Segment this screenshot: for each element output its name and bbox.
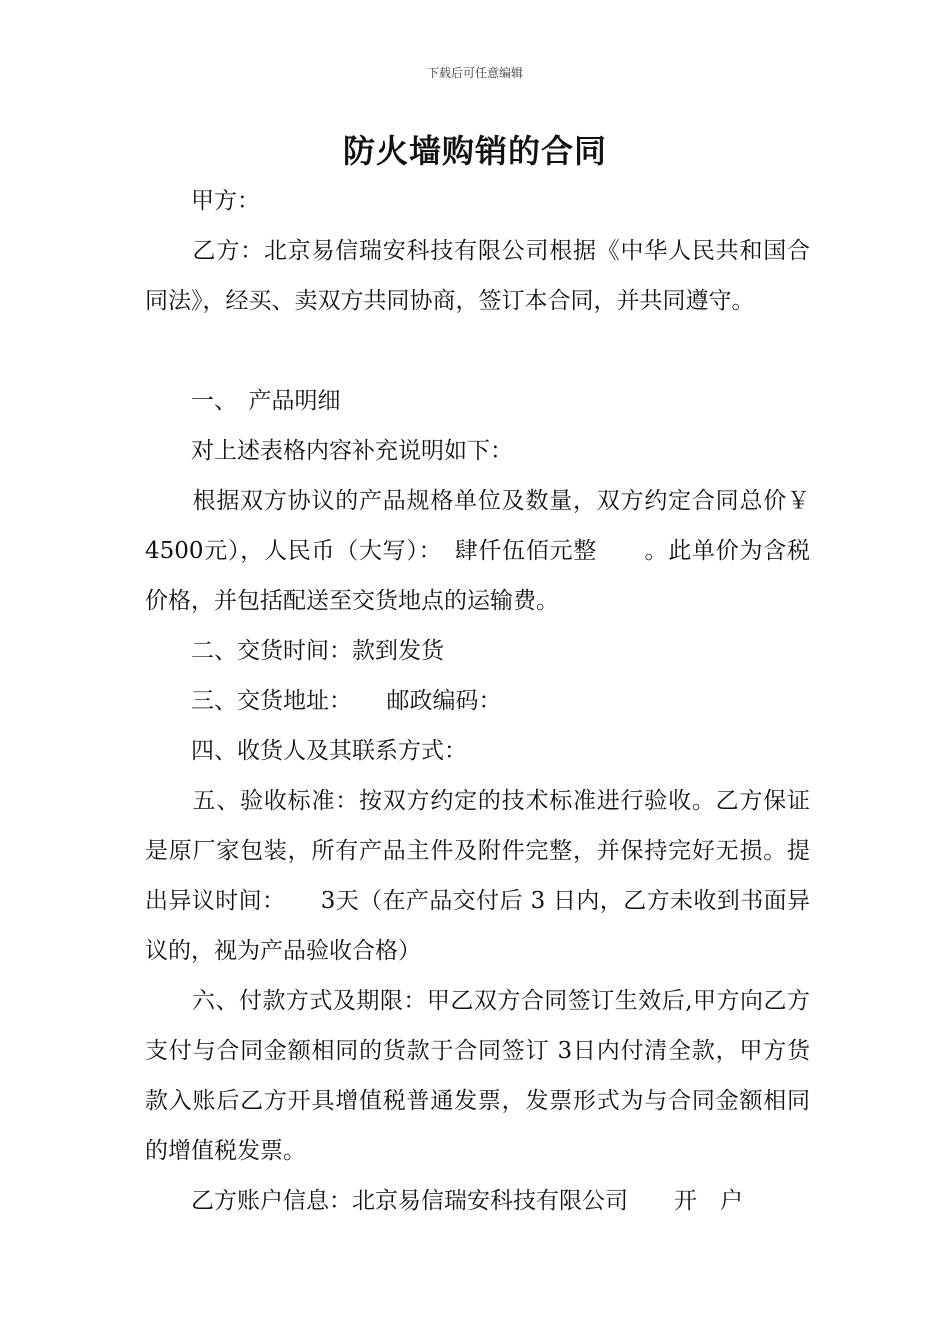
document-title: 防火墙购销的合同	[342, 132, 607, 170]
party-a: 甲方：	[145, 188, 260, 214]
party-b-account-info: 乙方账户信息：北京易信瑞安科技有限公司 开 户	[145, 1188, 743, 1214]
party-b-preamble: 乙方：北京易信瑞安科技有限公司根据《中华人民共和国合同法》，经买、卖双方共同协商，签订本合同，并共同遵守。	[145, 238, 810, 314]
section-4-consignee: 四、收货人及其联系方式：	[145, 738, 467, 764]
price-clause: 根据双方协议的产品规格单位及数量，双方约定合同总价￥ 4500元），人民币（大写）： 肆仟伍佰元整 。此单价为含税价格，并包括配送至交货地点的运输费。	[145, 488, 810, 614]
table-supplement-note: 对上述表格内容补充说明如下：	[145, 438, 513, 464]
section-5-acceptance: 五、验收标准：按双方约定的技术标准进行验收。乙方保证是原厂家包装，所有产品主件及附件完整，并保持完好无损。提出异议时间： 3天（在产品交付后 3 日内，乙方未收到书面异议的，视为产品验收合格）	[145, 788, 810, 964]
page-header: 下载后可任意编辑	[426, 66, 523, 80]
section-1-product-details: 一、 产品明细	[145, 388, 341, 414]
section-3-delivery-address: 三、交货地址： 邮政编码：	[145, 688, 502, 714]
section-6-payment: 六、付款方式及期限：甲乙双方合同签订生效后,甲方向乙方支付与合同金额相同的货款于合同签订 3日内付清全款，甲方货款入账后乙方开具增值税普通发票，发票形式为与合同金额相同的增值税发票。	[145, 988, 810, 1164]
section-2-delivery-time: 二、交货时间：款到发货	[145, 638, 444, 664]
